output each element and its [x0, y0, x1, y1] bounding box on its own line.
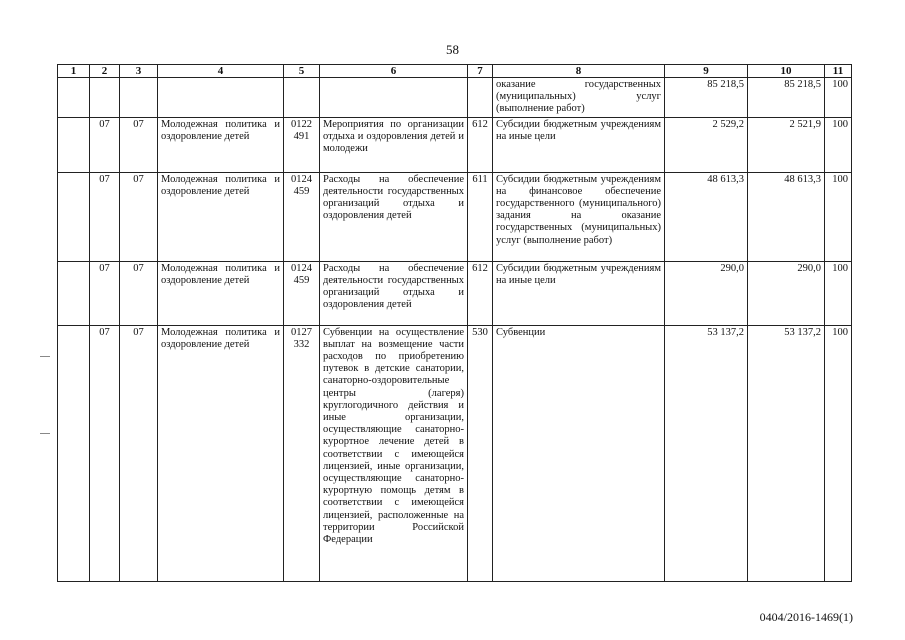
cell-row-number	[58, 172, 90, 261]
col-header: 5	[284, 65, 320, 78]
page-number: 58	[446, 42, 459, 57]
col-header: 9	[665, 65, 748, 78]
cell-percent: 100	[825, 172, 852, 261]
cell-section-name: Молодежная политика и оздоровление детей	[158, 117, 284, 172]
col-header: 1	[58, 65, 90, 78]
table-row	[58, 261, 852, 325]
cell-planned: 2 529,2	[665, 117, 748, 172]
cell-planned: 48 613,3	[665, 172, 748, 261]
cell-row-number	[58, 117, 90, 172]
cell-section	[90, 78, 120, 118]
cell-subsection	[120, 78, 158, 118]
budget-table	[57, 64, 852, 582]
header-row	[58, 65, 852, 78]
cell-percent: 100	[825, 325, 852, 581]
cell-expense-code: 612	[468, 261, 493, 325]
cell-percent: 100	[825, 117, 852, 172]
cell-executed: 53 137,2	[748, 325, 825, 581]
cell-target-code: 0127 332	[284, 325, 320, 581]
cell-planned: 85 218,5	[665, 78, 748, 118]
cell-executed: 85 218,5	[748, 78, 825, 118]
cell-target-name	[320, 78, 468, 118]
cell-target-code: 0124 459	[284, 261, 320, 325]
table-row	[58, 78, 852, 118]
cell-subsection: 07	[120, 172, 158, 261]
margin-tick	[40, 356, 50, 357]
cell-target-code: 0124 459	[284, 172, 320, 261]
cell-executed: 290,0	[748, 261, 825, 325]
cell-section: 07	[90, 117, 120, 172]
cell-percent: 100	[825, 78, 852, 118]
cell-expense-name: Субсидии бюджетным учреждениям на иные цели	[493, 261, 665, 325]
cell-executed: 48 613,3	[748, 172, 825, 261]
cell-section-name: Молодежная политика и оздоровление детей	[158, 261, 284, 325]
col-header: 11	[825, 65, 852, 78]
cell-section-name: Молодежная политика и оздоровление детей	[158, 325, 284, 581]
col-header: 4	[158, 65, 284, 78]
col-header: 10	[748, 65, 825, 78]
cell-executed: 2 521,9	[748, 117, 825, 172]
document-code: 0404/2016-1469(1)	[759, 610, 853, 624]
cell-expense-name: оказание государственных (муниципальных) услуг (выполнение работ)	[493, 78, 665, 118]
margin-tick	[40, 433, 50, 434]
cell-target-name: Расходы на обеспечение деятельности государственных организаций отдыха и оздоровления детей	[320, 261, 468, 325]
cell-section-name	[158, 78, 284, 118]
cell-subsection: 07	[120, 117, 158, 172]
cell-row-number	[58, 325, 90, 581]
cell-target-name: Мероприятия по организации отдыха и оздоровления детей и молодежи	[320, 117, 468, 172]
cell-expense-name: Субвенции	[493, 325, 665, 581]
cell-subsection: 07	[120, 325, 158, 581]
cell-section: 07	[90, 325, 120, 581]
cell-expense-code	[468, 78, 493, 118]
cell-percent: 100	[825, 261, 852, 325]
cell-expense-name: Субсидии бюджетным учреждениям на финансовое обеспечение государственного (муниципального) задания на оказание государственных (муниципальных) услуг (выполнение работ)	[493, 172, 665, 261]
cell-section: 07	[90, 172, 120, 261]
cell-section-name: Молодежная политика и оздоровление детей	[158, 172, 284, 261]
col-header: 3	[120, 65, 158, 78]
cell-expense-code: 612	[468, 117, 493, 172]
cell-planned: 53 137,2	[665, 325, 748, 581]
table-row	[58, 117, 852, 172]
cell-subsection: 07	[120, 261, 158, 325]
table-row	[58, 325, 852, 581]
table-row	[58, 172, 852, 261]
col-header: 2	[90, 65, 120, 78]
cell-row-number	[58, 78, 90, 118]
cell-expense-code: 530	[468, 325, 493, 581]
cell-expense-name: Субсидии бюджетным учреждениям на иные цели	[493, 117, 665, 172]
cell-planned: 290,0	[665, 261, 748, 325]
cell-target-name: Расходы на обеспечение деятельности государственных организаций отдыха и оздоровления детей	[320, 172, 468, 261]
cell-section: 07	[90, 261, 120, 325]
col-header: 7	[468, 65, 493, 78]
col-header: 8	[493, 65, 665, 78]
cell-target-name: Субвенции на осуществление выплат на возмещение части расходов по приобретению путевок в детские санатории, санаторно-оздоровительные центры (лагеря) круглогодичного действия и иные организации, осуществляющие санаторно-курортное лечение детей в соответствии с имеющейся лицензией, иные организации, осуществляющие санаторно-курортную помощь детям в соответствии с имеющейся лицензией, расположенные на территории Российской Федерации	[320, 325, 468, 581]
cell-target-code	[284, 78, 320, 118]
cell-row-number	[58, 261, 90, 325]
col-header: 6	[320, 65, 468, 78]
cell-target-code: 0122 491	[284, 117, 320, 172]
cell-expense-code: 611	[468, 172, 493, 261]
